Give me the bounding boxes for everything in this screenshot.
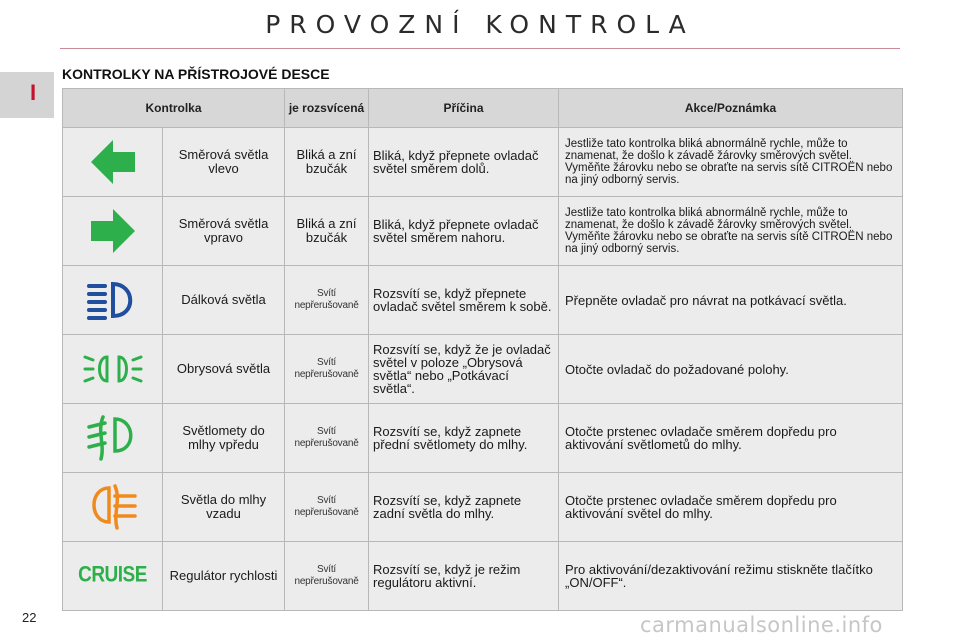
table-header-row: [63, 89, 903, 128]
front-fog-icon: [85, 413, 141, 463]
light-cause: Bliká, když přepnete ovladač světel směrem dolů.: [369, 128, 559, 197]
light-cause: Rozsvítí se, když přepnete ovladač světel směrem k sobě.: [369, 266, 559, 335]
icon-cell: [63, 128, 163, 197]
page-number: 22: [22, 610, 37, 625]
icon-cell: [63, 542, 163, 611]
light-name: Směrová světla vpravo: [163, 197, 285, 266]
icon-cell: [63, 197, 163, 266]
chapter-tab: [0, 72, 54, 118]
icon-cell: [63, 404, 163, 473]
table-row: [63, 266, 903, 335]
light-action: Otočte ovladač do požadované polohy.: [559, 335, 903, 404]
light-cause: Bliká, když přepnete ovladač světel směrem nahoru.: [369, 197, 559, 266]
light-action: Otočte prstenec ovladače směrem dopředu pro aktivování světlometů do mlhy.: [559, 404, 903, 473]
light-state: Svítí nepřerušovaně: [285, 542, 369, 611]
light-name: Směrová světla vlevo: [163, 128, 285, 197]
cruise-icon: CRUISE: [78, 563, 147, 588]
sidelights-icon: [83, 351, 143, 387]
light-cause: Rozsvítí se, když zapnete zadní světla do mlhy.: [369, 473, 559, 542]
table-row: [63, 128, 903, 197]
right-turn-arrow-icon: [89, 207, 137, 255]
light-name: Obrysová světla: [163, 335, 285, 404]
light-state: Svítí nepřerušovaně: [285, 266, 369, 335]
light-cause: Rozsvítí se, když zapnete přední světlomety do mlhy.: [369, 404, 559, 473]
light-action: Přepněte ovladač pro návrat na potkávací světla.: [559, 266, 903, 335]
light-name: Světlomety do mlhy vpředu: [163, 404, 285, 473]
column-header-state: [285, 89, 369, 128]
light-cause: Rozsvítí se, když že je ovladač světel v poloze „Obrysová světla“ nebo „Potkávací světla“.: [369, 335, 559, 404]
light-state: Svítí nepřerušovaně: [285, 473, 369, 542]
section-title: KONTROLKY NA PŘÍSTROJOVÉ DESCE: [62, 66, 330, 82]
left-turn-arrow-icon: [89, 138, 137, 186]
rear-fog-icon: [85, 482, 141, 532]
table-row: [63, 335, 903, 404]
icon-cell: [63, 266, 163, 335]
light-state: Bliká a zní bzučák: [285, 128, 369, 197]
light-action: Jestliže tato kontrolka bliká abnormálně rychle, může to znamenat, že došlo k závadě žárovky směrových světel. Vyměňte žárovku nebo se obraťte na servis sítě CITROËN nebo na jiný odborný servis.: [559, 128, 903, 197]
icon-cell: [63, 335, 163, 404]
column-header-state-label: je rozsvícená: [288, 100, 365, 115]
light-name: Regulátor rychlosti: [163, 542, 285, 611]
table-row: [63, 542, 903, 611]
light-action: Pro aktivování/dezaktivování režimu stiskněte tlačítko „ON/OFF“.: [559, 542, 903, 611]
light-state: Svítí nepřerušovaně: [285, 335, 369, 404]
light-name: Světla do mlhy vzadu: [163, 473, 285, 542]
light-state: Svítí nepřerušovaně: [285, 404, 369, 473]
column-header-kontrolka: Kontrolka: [63, 89, 285, 128]
light-cause: Rozsvítí se, když je režim regulátoru aktivní.: [369, 542, 559, 611]
page-title: PROVOZNÍ KONTROLA: [265, 10, 695, 39]
chapter-tab-label: I: [30, 80, 37, 105]
icon-cell: [63, 473, 163, 542]
column-header-cause: Příčina: [369, 89, 559, 128]
light-action: Jestliže tato kontrolka bliká abnormálně rychle, může to znamenat, že došlo k závadě žárovky směrových světel. Vyměňte žárovku nebo se obraťte na servis sítě CITROËN nebo na jiný odborný servis.: [559, 197, 903, 266]
main-beam-icon: [85, 280, 141, 320]
title-divider: [60, 48, 900, 49]
table-row: [63, 404, 903, 473]
watermark: carmanualsonline.info: [640, 613, 883, 637]
table-row: [63, 473, 903, 542]
light-state: Bliká a zní bzučák: [285, 197, 369, 266]
table-row: [63, 197, 903, 266]
light-action: Otočte prstenec ovladače směrem dopředu pro aktivování světel do mlhy.: [559, 473, 903, 542]
column-header-action: Akce/Poznámka: [559, 89, 903, 128]
light-name: Dálková světla: [163, 266, 285, 335]
warning-lights-table: [62, 88, 903, 611]
